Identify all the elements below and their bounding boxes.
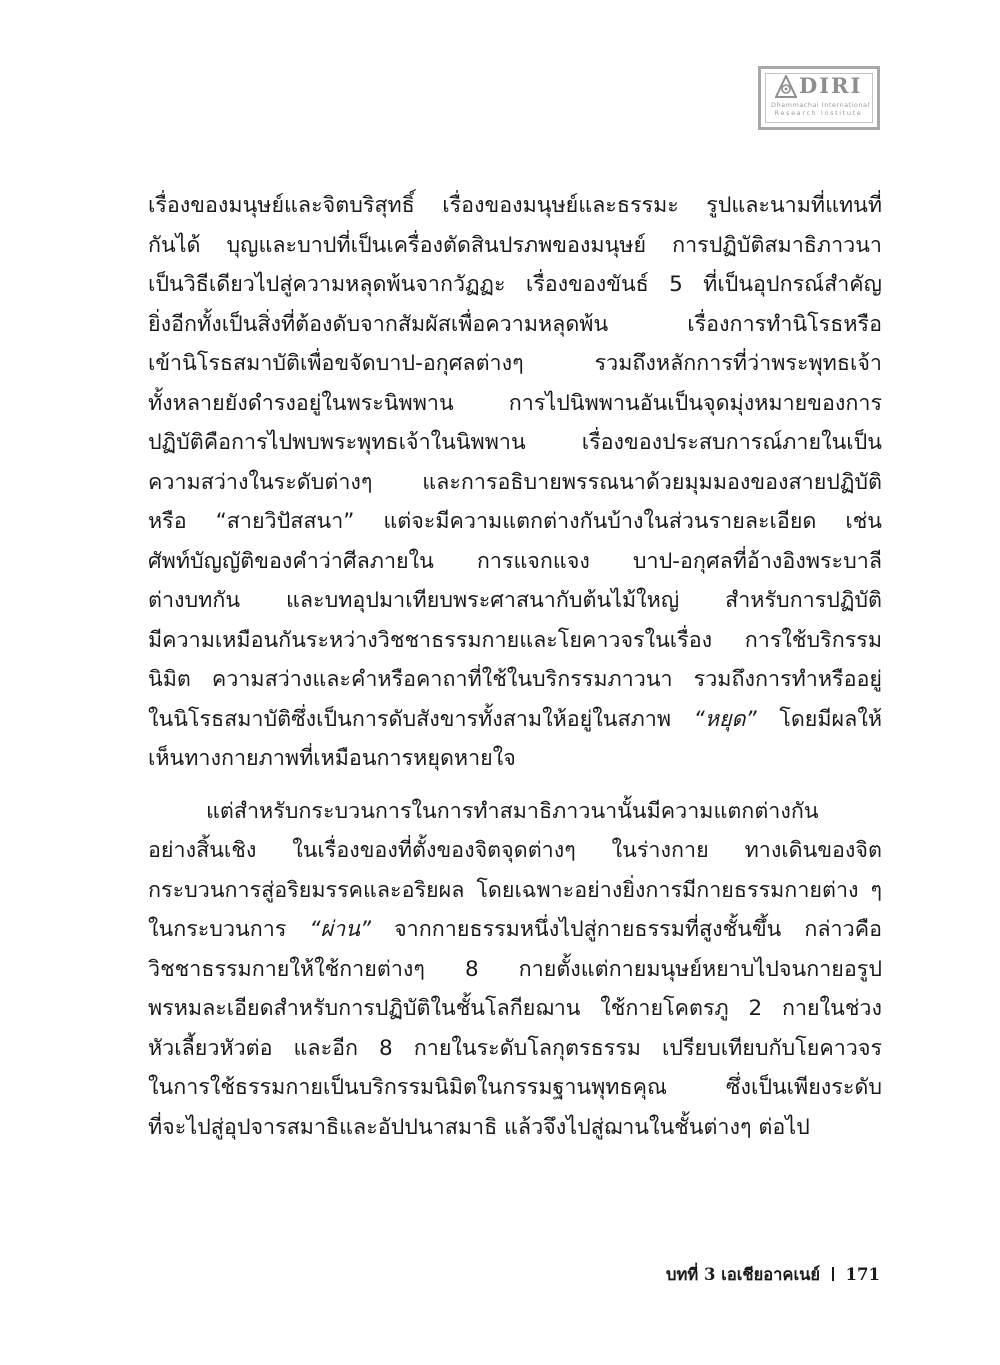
- text-segment: เห็นทางกายภาพที่เหมือนการหยุดหายใจ: [148, 746, 516, 771]
- logo-subtitle-line2: Research Institute: [774, 109, 863, 117]
- text-line: [148, 950, 882, 990]
- text-line: [148, 700, 882, 740]
- text-line: [148, 581, 882, 621]
- text-line: [148, 989, 882, 1029]
- text-segment: วิชชาธรรมกายให้ใช้กายต่างๆ 8 กายตั้งแต่กายมนุษย์หยาบไปจนกายอรูป: [148, 956, 882, 982]
- text-line: [148, 910, 882, 950]
- text-line: [148, 621, 882, 661]
- text-line: [148, 463, 882, 503]
- text-line: [148, 384, 882, 424]
- text-line: [148, 502, 882, 542]
- text-segment: ยิ่งอีกทั้งเป็นสิ่งที่ต้องดับจากสัมผัสเพื่อความหลุดพ้น เรื่องการทำนิโรธหรือ: [148, 311, 882, 337]
- text-segment: ในการใช้ธรรมกายเป็นบริกรรมนิมิตในกรรมฐานพุทธคุณ ซึ่งเป็นเพียงระดับ: [148, 1075, 882, 1100]
- text-segment: ศัพท์บัญญัติของคำว่าศีลภายใน การแจกแจง บาป-อกุศลที่อ้างอิงพระบาลี: [148, 548, 882, 574]
- text-segment: มีความเหมือนกันระหว่างวิชชาธรรมกายและโยคาวจรในเรื่อง การใช้บริกรรม: [148, 627, 882, 653]
- paragraph-2: [148, 792, 882, 1148]
- text-segment: หรือ “สายวิปัสสนา” แต่จะมีความแตกต่างกันบ้างในส่วนรายละเอียด เช่น: [148, 509, 882, 534]
- page-footer: [666, 1262, 880, 1288]
- diri-triangle-icon: [775, 75, 797, 99]
- text-segment: จากกายธรรมหนึ่งไปสู่กายธรรมที่สูงชั้นขึ้น กล่าวคือ: [371, 917, 882, 942]
- emphasized-term: “หยุด”: [693, 706, 757, 732]
- text-line: [148, 1029, 882, 1069]
- text-segment: กระบวนการสู่อริยมรรคและอริยผล โดยเฉพาะอย่างยิ่งการมีกายธรรมกายต่าง ๆ: [148, 877, 882, 903]
- footer-separator: [832, 1267, 834, 1281]
- page-number: 171: [845, 1265, 880, 1284]
- emphasized-term: “ผ่าน”: [309, 917, 372, 942]
- text-line: [148, 344, 882, 384]
- chapter-title: บทที่ 3 เอเชียอาคเนย์: [665, 1265, 821, 1284]
- text-segment: ความสว่างในระดับต่างๆ และการอธิบายพรรณนาด้วยมุมมองของสายปฏิบัติ: [148, 469, 882, 495]
- text-line: [148, 542, 882, 582]
- logo-subtitle-line1: Dhammachai International: [771, 101, 870, 109]
- text-segment: ต่างบทกัน และบทอุปมาเทียบพระศาสนากับต้นไม้ใหญ่ สำหรับการปฏิบัติ: [148, 588, 882, 613]
- text-segment: ในกระบวนการ: [148, 917, 310, 942]
- text-line: [148, 831, 882, 871]
- text-segment: เรื่องของมนุษย์และจิตบริสุทธิ์ เรื่องของมนุษย์และธรรมะ รูปและนามที่แทนที่: [148, 193, 882, 218]
- text-line: [148, 186, 882, 226]
- paragraph-gap: [148, 779, 882, 792]
- text-segment: ที่จะไปสู่อุปจารสมาธิและอัปปนาสมาธิ แล้วจึงไปสู่ฌานในชั้นต่างๆ ต่อไป: [148, 1114, 810, 1140]
- text-line: [148, 1108, 882, 1148]
- paragraph-1: [148, 186, 882, 779]
- text-line: [148, 305, 882, 345]
- text-line: [148, 739, 882, 779]
- text-segment: โดยมีผลให้: [756, 706, 882, 732]
- text-segment: ทั้งหลายยังดำรงอยู่ในพระนิพพาน การไปนิพพานอันเป็นจุดมุ่งหมายของการ: [148, 390, 882, 416]
- text-line: [148, 265, 882, 305]
- text-segment: เข้านิโรธสมาบัติเพื่อขจัดบาป-อกุศลต่างๆ รวมถึงหลักการที่ว่าพระพุทธเจ้า: [148, 351, 882, 376]
- text-segment: แต่สำหรับกระบวนการในการทำสมาธิภาวนานั้นมีความแตกต่างกัน: [206, 798, 819, 824]
- text-segment: หัวเลี้ยวหัวต่อ และอีก 8 กายในระดับโลกุตรธรรม เปรียบเทียบกับโยคาวจร: [148, 1035, 882, 1061]
- text-segment: เป็นวิธีเดียวไปสู่ความหลุดพ้นจากวัฏฏะ เรื่องของขันธ์ 5 ที่เป็นอุปกรณ์สำคัญ: [148, 272, 882, 297]
- text-line: [148, 871, 882, 911]
- text-line: [148, 1068, 882, 1108]
- text-segment: พรหมละเอียดสำหรับการปฏิบัติในชั้นโลกียฌาน ใช้กายโคตรภู 2 กายในช่วง: [148, 996, 882, 1021]
- body-text: [148, 186, 882, 1147]
- text-segment: นิมิต ความสว่างและคำหรือคาถาที่ใช้ในบริกรรมภาวนา รวมถึงการทำหรืออยู่: [148, 667, 882, 692]
- text-segment: อย่างสิ้นเชิง ในเรื่องของที่ตั้งของจิตจุดต่างๆ ในร่างกาย ทางเดินของจิต: [148, 838, 882, 863]
- text-line: [148, 226, 882, 266]
- text-segment: ปฏิบัติคือการไปพบพระพุทธเจ้าในนิพพาน เรื่องของประสบการณ์ภายในเป็น: [148, 430, 882, 455]
- text-line: [148, 792, 882, 832]
- text-segment: ในนิโรธสมาบัติซึ่งเป็นการดับสังขารทั้งสามให้อยู่ในสภาพ: [148, 706, 694, 732]
- diri-logo: [758, 66, 880, 130]
- text-line: [148, 660, 882, 700]
- text-segment: กันได้ บุญและบาปที่เป็นเครื่องตัดสินปรภพของมนุษย์ การปฏิบัติสมาธิภาวนา: [148, 232, 882, 258]
- text-line: [148, 423, 882, 463]
- logo-name: DIRI: [799, 73, 863, 98]
